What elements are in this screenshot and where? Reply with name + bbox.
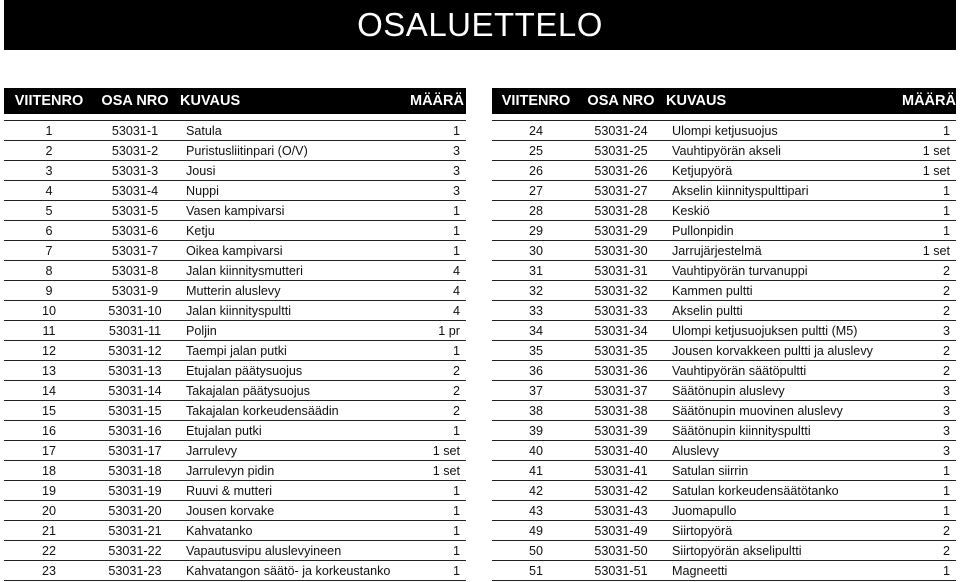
part-no-cell: 53031-14 xyxy=(94,381,176,401)
part-no-cell: 53031-19 xyxy=(94,481,176,501)
description-cell: Ketjupyörä xyxy=(662,161,898,181)
description-cell: Nuppi xyxy=(176,181,406,201)
part-no-cell: 53031-20 xyxy=(94,501,176,521)
part-no-cell: 53031-2 xyxy=(94,141,176,161)
part-no-cell: 53031-26 xyxy=(580,161,662,181)
header-ref-no: VIITENRO xyxy=(4,88,94,114)
part-no-cell: 53031-11 xyxy=(94,321,176,341)
table-row xyxy=(4,521,466,541)
header-quantity: MÄÄRÄ xyxy=(898,88,956,114)
table-row xyxy=(492,281,956,301)
ref-no-cell: 7 xyxy=(4,241,94,261)
ref-no-cell: 43 xyxy=(492,501,580,521)
quantity-cell: 1 set xyxy=(898,241,956,261)
description-cell: Magneetti xyxy=(662,561,898,581)
part-no-cell: 53031-51 xyxy=(580,561,662,581)
quantity-cell: 2 xyxy=(898,301,956,321)
quantity-cell: 2 xyxy=(898,341,956,361)
table-row xyxy=(492,141,956,161)
quantity-cell: 2 xyxy=(898,281,956,301)
table-row xyxy=(492,501,956,521)
ref-no-cell: 37 xyxy=(492,381,580,401)
part-no-cell: 53031-43 xyxy=(580,501,662,521)
ref-no-cell: 18 xyxy=(4,461,94,481)
quantity-cell: 2 xyxy=(898,361,956,381)
description-cell: Jarrulevy xyxy=(176,441,406,461)
ref-no-cell: 23 xyxy=(4,561,94,581)
ref-no-cell: 6 xyxy=(4,221,94,241)
ref-no-cell: 36 xyxy=(492,361,580,381)
table-row xyxy=(492,381,956,401)
quantity-cell: 1 xyxy=(406,501,466,521)
description-cell: Etujalan päätysuojus xyxy=(176,361,406,381)
quantity-cell: 2 xyxy=(898,261,956,281)
quantity-cell: 1 xyxy=(898,561,956,581)
quantity-cell: 3 xyxy=(406,161,466,181)
table-row xyxy=(492,561,956,581)
description-cell: Etujalan putki xyxy=(176,421,406,441)
part-no-cell: 53031-25 xyxy=(580,141,662,161)
parts-table-left xyxy=(4,88,466,581)
part-no-cell: 53031-9 xyxy=(94,281,176,301)
ref-no-cell: 20 xyxy=(4,501,94,521)
table-row xyxy=(4,301,466,321)
part-no-cell: 53031-50 xyxy=(580,541,662,561)
ref-no-cell: 16 xyxy=(4,421,94,441)
quantity-cell: 1 set xyxy=(406,441,466,461)
quantity-cell: 3 xyxy=(898,401,956,421)
part-no-cell: 53031-35 xyxy=(580,341,662,361)
description-cell: Jousi xyxy=(176,161,406,181)
description-cell: Vauhtipyörän turvanuppi xyxy=(662,261,898,281)
ref-no-cell: 34 xyxy=(492,321,580,341)
table-row xyxy=(4,461,466,481)
description-cell: Siirtopyörän akselipultti xyxy=(662,541,898,561)
table-row xyxy=(492,261,956,281)
table-row xyxy=(4,501,466,521)
quantity-cell: 1 set xyxy=(406,461,466,481)
ref-no-cell: 28 xyxy=(492,201,580,221)
quantity-cell: 3 xyxy=(898,321,956,341)
ref-no-cell: 19 xyxy=(4,481,94,501)
table-row xyxy=(492,521,956,541)
ref-no-cell: 13 xyxy=(4,361,94,381)
table-row xyxy=(492,221,956,241)
table-row xyxy=(492,401,956,421)
part-no-cell: 53031-22 xyxy=(94,541,176,561)
ref-no-cell: 8 xyxy=(4,261,94,281)
part-no-cell: 53031-24 xyxy=(580,121,662,141)
description-cell: Säätönupin aluslevy xyxy=(662,381,898,401)
table-row xyxy=(492,121,956,141)
ref-no-cell: 17 xyxy=(4,441,94,461)
quantity-cell: 2 xyxy=(406,381,466,401)
description-cell: Jalan kiinnitysmutteri xyxy=(176,261,406,281)
part-no-cell: 53031-1 xyxy=(94,121,176,141)
ref-no-cell: 41 xyxy=(492,461,580,481)
quantity-cell: 1 xyxy=(406,341,466,361)
part-no-cell: 53031-10 xyxy=(94,301,176,321)
part-no-cell: 53031-23 xyxy=(94,561,176,581)
part-no-cell: 53031-30 xyxy=(580,241,662,261)
ref-no-cell: 33 xyxy=(492,301,580,321)
description-cell: Ketju xyxy=(176,221,406,241)
table-row xyxy=(492,361,956,381)
description-cell: Juomapullo xyxy=(662,501,898,521)
quantity-cell: 1 pr xyxy=(406,321,466,341)
ref-no-cell: 1 xyxy=(4,121,94,141)
description-cell: Takajalan päätysuojus xyxy=(176,381,406,401)
quantity-cell: 3 xyxy=(406,141,466,161)
description-cell: Ulompi ketjusuojus xyxy=(662,121,898,141)
description-cell: Vasen kampivarsi xyxy=(176,201,406,221)
quantity-cell: 1 xyxy=(898,481,956,501)
quantity-cell: 4 xyxy=(406,261,466,281)
description-cell: Vauhtipyörän akseli xyxy=(662,141,898,161)
quantity-cell: 3 xyxy=(406,181,466,201)
part-no-cell: 53031-40 xyxy=(580,441,662,461)
description-cell: Poljin xyxy=(176,321,406,341)
header-part-no: OSA NRO xyxy=(94,88,176,114)
part-no-cell: 53031-15 xyxy=(94,401,176,421)
ref-no-cell: 29 xyxy=(492,221,580,241)
ref-no-cell: 38 xyxy=(492,401,580,421)
description-cell: Aluslevy xyxy=(662,441,898,461)
quantity-cell: 1 xyxy=(406,481,466,501)
part-no-cell: 53031-13 xyxy=(94,361,176,381)
quantity-cell: 1 set xyxy=(898,161,956,181)
description-cell: Säätönupin muovinen aluslevy xyxy=(662,401,898,421)
quantity-cell: 1 xyxy=(406,221,466,241)
part-no-cell: 53031-33 xyxy=(580,301,662,321)
quantity-cell: 1 xyxy=(406,561,466,581)
part-no-cell: 53031-31 xyxy=(580,261,662,281)
description-cell: Oikea kampivarsi xyxy=(176,241,406,261)
table-header-row xyxy=(492,88,956,114)
table-row xyxy=(4,141,466,161)
part-no-cell: 53031-7 xyxy=(94,241,176,261)
ref-no-cell: 4 xyxy=(4,181,94,201)
description-cell: Ruuvi & mutteri xyxy=(176,481,406,501)
description-cell: Kammen pultti xyxy=(662,281,898,301)
ref-no-cell: 9 xyxy=(4,281,94,301)
table-row xyxy=(4,281,466,301)
description-cell: Vapautusvipu aluslevyineen xyxy=(176,541,406,561)
ref-no-cell: 12 xyxy=(4,341,94,361)
description-cell: Vauhtipyörän säätöpultti xyxy=(662,361,898,381)
table-row xyxy=(4,421,466,441)
part-no-cell: 53031-21 xyxy=(94,521,176,541)
table-row xyxy=(492,341,956,361)
ref-no-cell: 26 xyxy=(492,161,580,181)
ref-no-cell: 15 xyxy=(4,401,94,421)
part-no-cell: 53031-38 xyxy=(580,401,662,421)
ref-no-cell: 30 xyxy=(492,241,580,261)
table-row xyxy=(492,241,956,261)
part-no-cell: 53031-12 xyxy=(94,341,176,361)
ref-no-cell: 10 xyxy=(4,301,94,321)
table-row xyxy=(4,481,466,501)
description-cell: Pullonpidin xyxy=(662,221,898,241)
quantity-cell: 1 set xyxy=(898,141,956,161)
description-cell: Keskiö xyxy=(662,201,898,221)
header-ref-no: VIITENRO xyxy=(492,88,580,114)
ref-no-cell: 3 xyxy=(4,161,94,181)
quantity-cell: 1 xyxy=(406,201,466,221)
part-no-cell: 53031-27 xyxy=(580,181,662,201)
description-cell: Jalan kiinnityspultti xyxy=(176,301,406,321)
description-cell: Siirtopyörä xyxy=(662,521,898,541)
table-row xyxy=(4,261,466,281)
ref-no-cell: 24 xyxy=(492,121,580,141)
ref-no-cell: 39 xyxy=(492,421,580,441)
quantity-cell: 1 xyxy=(898,501,956,521)
quantity-cell: 1 xyxy=(898,221,956,241)
table-row xyxy=(4,401,466,421)
table-row xyxy=(492,161,956,181)
ref-no-cell: 32 xyxy=(492,281,580,301)
header-description: KUVAUS xyxy=(662,88,898,114)
table-row xyxy=(492,301,956,321)
ref-no-cell: 40 xyxy=(492,441,580,461)
table-row xyxy=(492,201,956,221)
part-no-cell: 53031-32 xyxy=(580,281,662,301)
table-row xyxy=(492,541,956,561)
quantity-cell: 3 xyxy=(898,381,956,401)
quantity-cell: 1 xyxy=(898,461,956,481)
table-row xyxy=(4,361,466,381)
quantity-cell: 3 xyxy=(898,441,956,461)
table-row xyxy=(4,121,466,141)
table-row xyxy=(4,181,466,201)
table-header-row xyxy=(4,88,466,114)
description-cell: Jarrujärjestelmä xyxy=(662,241,898,261)
quantity-cell: 1 xyxy=(898,181,956,201)
table-row xyxy=(492,481,956,501)
table-row xyxy=(4,161,466,181)
ref-no-cell: 22 xyxy=(4,541,94,561)
part-no-cell: 53031-41 xyxy=(580,461,662,481)
part-no-cell: 53031-4 xyxy=(94,181,176,201)
description-cell: Akselin pultti xyxy=(662,301,898,321)
parts-table-right xyxy=(492,88,956,581)
table-row xyxy=(4,441,466,461)
quantity-cell: 1 xyxy=(406,421,466,441)
quantity-cell: 2 xyxy=(406,401,466,421)
ref-no-cell: 25 xyxy=(492,141,580,161)
table-row xyxy=(4,221,466,241)
ref-no-cell: 31 xyxy=(492,261,580,281)
quantity-cell: 3 xyxy=(898,421,956,441)
ref-no-cell: 35 xyxy=(492,341,580,361)
ref-no-cell: 14 xyxy=(4,381,94,401)
part-no-cell: 53031-16 xyxy=(94,421,176,441)
quantity-cell: 2 xyxy=(898,541,956,561)
description-cell: Satula xyxy=(176,121,406,141)
part-no-cell: 53031-6 xyxy=(94,221,176,241)
ref-no-cell: 2 xyxy=(4,141,94,161)
table-row xyxy=(4,561,466,581)
description-cell: Mutterin aluslevy xyxy=(176,281,406,301)
description-cell: Jarrulevyn pidin xyxy=(176,461,406,481)
quantity-cell: 1 xyxy=(406,121,466,141)
part-no-cell: 53031-17 xyxy=(94,441,176,461)
part-no-cell: 53031-8 xyxy=(94,261,176,281)
ref-no-cell: 5 xyxy=(4,201,94,221)
page-title: OSALUETTELO xyxy=(4,0,956,50)
description-cell: Akselin kiinnityspulttipari xyxy=(662,181,898,201)
description-cell: Jousen korvake xyxy=(176,501,406,521)
part-no-cell: 53031-18 xyxy=(94,461,176,481)
description-cell: Satulan siirrin xyxy=(662,461,898,481)
quantity-cell: 4 xyxy=(406,281,466,301)
table-row xyxy=(4,381,466,401)
ref-no-cell: 50 xyxy=(492,541,580,561)
description-cell: Jousen korvakkeen pultti ja aluslevy xyxy=(662,341,898,361)
quantity-cell: 1 xyxy=(406,541,466,561)
description-cell: Säätönupin kiinnityspultti xyxy=(662,421,898,441)
header-description: KUVAUS xyxy=(176,88,406,114)
description-cell: Ulompi ketjusuojuksen pultti (M5) xyxy=(662,321,898,341)
ref-no-cell: 27 xyxy=(492,181,580,201)
quantity-cell: 2 xyxy=(898,521,956,541)
table-row xyxy=(4,241,466,261)
quantity-cell: 1 xyxy=(406,521,466,541)
part-no-cell: 53031-36 xyxy=(580,361,662,381)
description-cell: Puristusliitinpari (O/V) xyxy=(176,141,406,161)
part-no-cell: 53031-29 xyxy=(580,221,662,241)
table-row xyxy=(4,201,466,221)
description-cell: Kahvatangon säätö- ja korkeustanko xyxy=(176,561,406,581)
part-no-cell: 53031-37 xyxy=(580,381,662,401)
ref-no-cell: 11 xyxy=(4,321,94,341)
quantity-cell: 1 xyxy=(898,201,956,221)
ref-no-cell: 49 xyxy=(492,521,580,541)
description-cell: Kahvatanko xyxy=(176,521,406,541)
table-row xyxy=(492,321,956,341)
table-row xyxy=(4,541,466,561)
table-row xyxy=(492,181,956,201)
description-cell: Takajalan korkeudensäädin xyxy=(176,401,406,421)
quantity-cell: 1 xyxy=(406,241,466,261)
part-no-cell: 53031-49 xyxy=(580,521,662,541)
description-cell: Satulan korkeudensäätötanko xyxy=(662,481,898,501)
part-no-cell: 53031-34 xyxy=(580,321,662,341)
table-row xyxy=(492,421,956,441)
ref-no-cell: 51 xyxy=(492,561,580,581)
part-no-cell: 53031-3 xyxy=(94,161,176,181)
header-part-no: OSA NRO xyxy=(580,88,662,114)
ref-no-cell: 21 xyxy=(4,521,94,541)
quantity-cell: 1 xyxy=(898,121,956,141)
table-row xyxy=(492,461,956,481)
part-no-cell: 53031-42 xyxy=(580,481,662,501)
table-row xyxy=(4,321,466,341)
part-no-cell: 53031-28 xyxy=(580,201,662,221)
description-cell: Taempi jalan putki xyxy=(176,341,406,361)
quantity-cell: 4 xyxy=(406,301,466,321)
part-no-cell: 53031-5 xyxy=(94,201,176,221)
table-row xyxy=(492,441,956,461)
header-quantity: MÄÄRÄ xyxy=(406,88,466,114)
part-no-cell: 53031-39 xyxy=(580,421,662,441)
table-row xyxy=(4,341,466,361)
ref-no-cell: 42 xyxy=(492,481,580,501)
quantity-cell: 2 xyxy=(406,361,466,381)
